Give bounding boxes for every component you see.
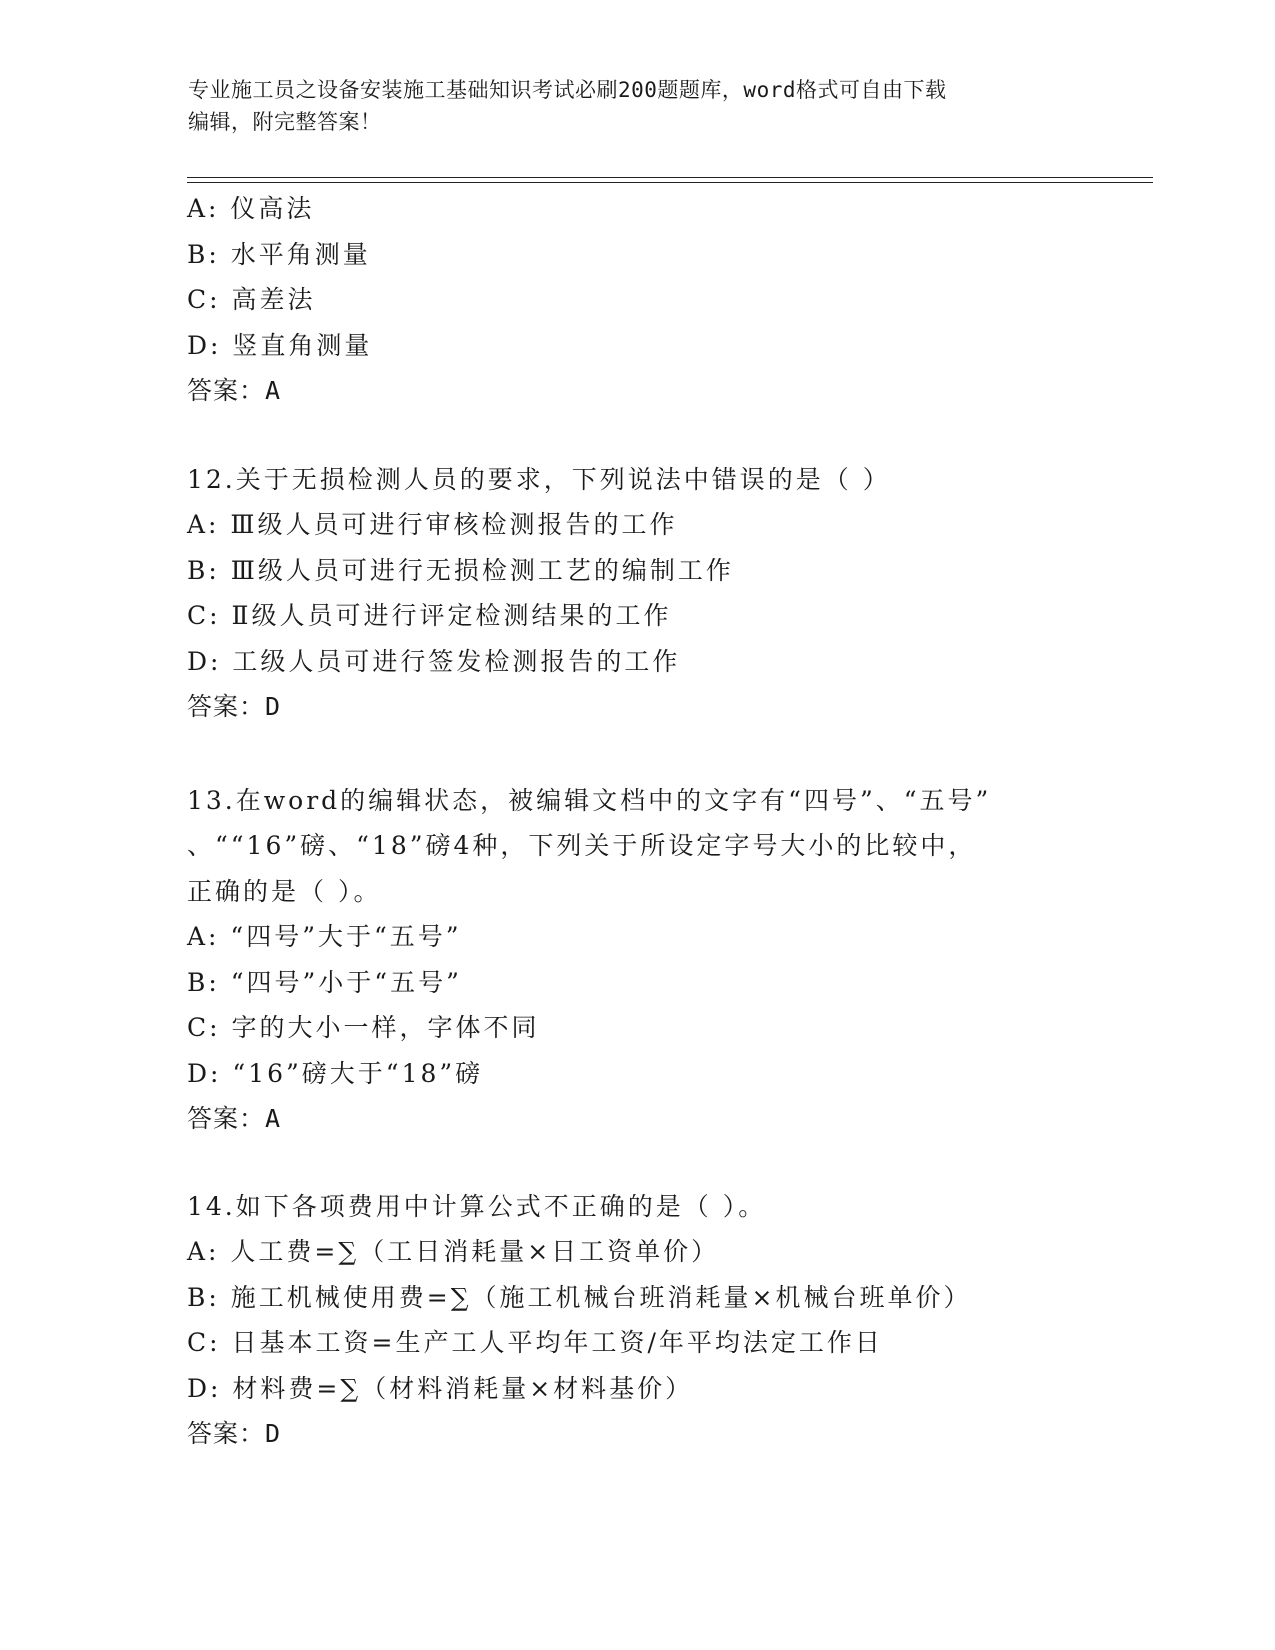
option-c: C: 日基本工资=生产工人平均年工资/年平均法定工作日 [187,1328,883,1357]
option-a: A: “四号”大于“五号” [187,922,462,951]
option-b: B: 施工机械使用费=∑（施工机械台班消耗量×机械台班单价） [187,1282,972,1312]
answer-line [187,1096,1087,1142]
answer-line [187,1411,1087,1457]
question-stem-line-1: 13.在word的编辑状态，被编辑文档中的文字有“四号”、“五号” [187,785,992,815]
header-divider [187,177,1153,183]
answer-value: D [265,692,282,721]
question-14 [187,1184,1087,1457]
option-b: B: “四号”小于“五号” [187,967,462,997]
answer-value: A [265,376,282,405]
option-d: D: “16”磅大于“18”磅 [187,1058,484,1088]
question-stem: 12.关于无损检测人员的要求，下列说法中错误的是（ ） [187,464,891,494]
answer-label: 答案： [187,1419,266,1448]
option-a: A: Ⅲ级人员可进行审核检测报告的工作 [187,510,678,539]
option-b: B: Ⅲ级人员可进行无损检测工艺的编制工作 [187,555,734,585]
answer-line [187,368,1087,414]
option-b: B: 水平角测量 [187,239,371,269]
header-title-line1: 专业施工员之设备安装施工基础知识考试必刷200题题库，word格式可自由下载 [188,78,947,102]
question-11 [187,186,1087,414]
answer-label: 答案： [187,1104,266,1133]
header-title-line2: 编辑，附完整答案！ [188,110,382,134]
answer-line [187,684,1087,730]
option-c: C: 高差法 [187,285,316,314]
option-a: A: 仪高法 [187,194,315,223]
question-stem-line-3: 正确的是（ ）。 [187,876,382,906]
option-c: C: 字的大小一样，字体不同 [187,1013,540,1042]
document-header [188,74,1068,138]
option-d: D: 材料费=∑（材料消耗量×材料基价） [187,1373,694,1403]
question-list [187,186,1087,1457]
answer-value: A [265,1104,282,1133]
option-c: C: Ⅱ级人员可进行评定检测结果的工作 [187,601,672,630]
question-stem: 14.如下各项费用中计算公式不正确的是（ ）。 [187,1191,767,1221]
answer-value: D [265,1419,282,1448]
question-stem-line-2: 、““16”磅、“18”磅4种，下列关于所设定字号大小的比较中， [187,831,977,860]
answer-label: 答案： [187,692,266,721]
question-12 [187,457,1087,730]
question-13 [187,778,1087,1142]
option-d: D: 竖直角测量 [187,330,373,360]
option-a: A: 人工费=∑（工日消耗量×日工资单价） [187,1237,720,1266]
answer-label: 答案： [187,376,266,405]
option-d: D: 工级人员可进行签发检测报告的工作 [187,646,681,676]
